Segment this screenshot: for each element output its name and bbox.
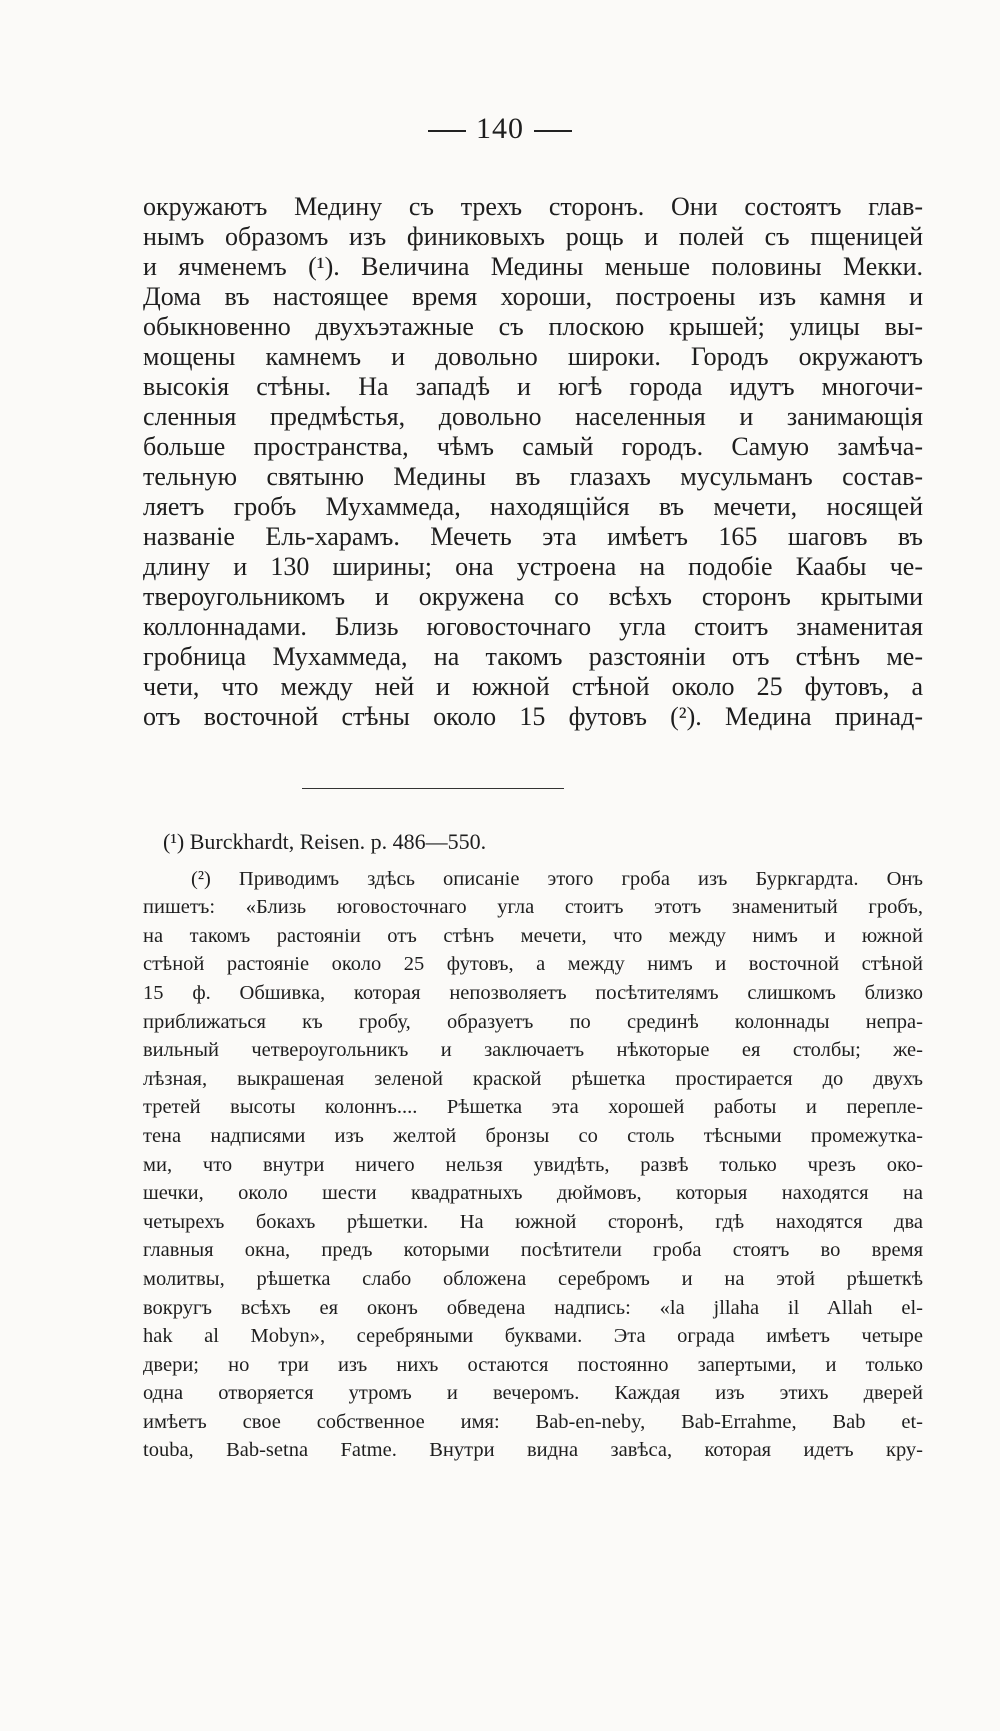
text-line: высокія стѣны. На западѣ и югѣ города идутъ многочи- — [143, 372, 923, 401]
footnote-line: стѣной растояніе около 25 футовъ, а между нимъ и восточной стѣной — [143, 953, 923, 976]
footnote-line: третей высоты колоннъ.... Рѣшетка эта хорошей работы и переплe- — [143, 1096, 923, 1119]
footnotes — [143, 828, 923, 1465]
footnote-line: молитвы, рѣшетка слабо обложена серебромъ и на этой рѣшеткѣ — [143, 1267, 923, 1290]
footnote-line: имѣетъ свое собственное имя: Bab-en-neby, Bab-Errahme, Bab et- — [143, 1410, 923, 1433]
footnote-line: тена надписями изъ желтой бронзы со столь тѣсными промежутка- — [143, 1124, 923, 1147]
footnote-line: вильный четвероугольникъ и заключаетъ нѣкоторые ея столбы; же- — [143, 1039, 923, 1062]
text-line: Дома въ настоящее время хороши, построены изъ камня и — [143, 282, 923, 311]
text-line: отъ восточной стѣны около 15 футовъ (²). Медина принад- — [143, 702, 923, 731]
text-line: твероугольникомъ и окружена со всѣхъ сторонъ крытыми — [143, 582, 923, 611]
text-line: нымъ образомъ изъ финиковыхъ рощь и полей съ пщеницей — [143, 222, 923, 251]
page-header — [0, 112, 1000, 146]
text-line: длину и 130 ширины; она устроена на подобіе Каабы че- — [143, 552, 923, 581]
footnote-line: вокругъ всѣхъ ея оконъ обведена надпись: «la jllaha il Allah el- — [143, 1296, 923, 1319]
footnote-line: hak al Mobyn», серебряными буквами. Эта ограда имѣетъ четыре — [143, 1325, 923, 1348]
text-line: коллоннадами. Близь юговосточнаго угла стоитъ знаменитая — [143, 612, 923, 641]
text-line: обыкновенно двухъэтажные съ плоскою крышей; улицы вы- — [143, 312, 923, 341]
text-line: тельную святыню Медины въ глазахъ мусульманъ состав- — [143, 462, 923, 491]
footnote-rule — [302, 788, 564, 789]
footnote-line: пишетъ: «Близь юговосточнаго угла стоитъ этотъ знаменитый гробъ, — [143, 896, 923, 919]
footnote-line: шечки, около шести квадратныхъ дюймовъ, которыя находятся на — [143, 1182, 923, 1205]
footnote-line: touba, Bab-setna Fatme. Внутри видна завѣса, которая идетъ кру- — [143, 1439, 923, 1462]
footnote-line: на такомъ растояніи отъ стѣнъ мечети, что между нимъ и южной — [143, 924, 923, 947]
text-line: ляетъ гробъ Мухаммеда, находящійся въ мечети, носящей — [143, 492, 923, 521]
text-line: больше пространства, чѣмъ самый городъ. Самую замѣча- — [143, 432, 923, 461]
footnote-line: 15 ф. Обшивка, которая непозволяетъ посѣтителямъ слишкомъ близко — [143, 981, 923, 1004]
main-text — [143, 192, 923, 732]
text-line: чети, что между ней и южной стѣной около 25 футовъ, а — [143, 672, 923, 701]
text-line: и ячменемъ (¹). Величина Медины меньше половины Мекки. — [143, 252, 923, 281]
text-line: сленныя предмѣстья, довольно населенныя и занимающія — [143, 402, 923, 431]
text-line: мощены камнемъ и довольно широки. Городъ окружаютъ — [143, 342, 923, 371]
footnote-line: четырехъ бокахъ рѣшетки. На южной сторонѣ, гдѣ находятся два — [143, 1210, 923, 1233]
text-line: названіе Ель-харамъ. Мечеть эта имѣетъ 165 шаговъ въ — [143, 522, 923, 551]
footnote-1: (¹) Burckhardt, Reisen. p. 486—550. — [163, 829, 487, 854]
footnote-line: двери; но три изъ нихъ остаются постоянно запертыми, и только — [143, 1353, 923, 1376]
header-dash-right — [534, 130, 572, 132]
text-line: окружаютъ Медину съ трехъ сторонъ. Они состоятъ глав- — [143, 192, 923, 221]
footnote-line: лѣзная, выкрашеная зеленой краской рѣшетка простирается до двухъ — [143, 1067, 923, 1090]
footnote-line: (²) Приводимъ здѣсь описаніе этого гроба изъ Буркгардта. Онъ — [191, 867, 923, 890]
footnote-line: приближаться къ гробу, образуетъ по срединѣ колоннады непра- — [143, 1010, 923, 1033]
footnote-2 — [143, 865, 923, 1465]
footnote-line: ми, что внутри ничего нельзя увидѣть, развѣ только чрезъ око- — [143, 1153, 923, 1176]
footnote-line: одна отворяется утромъ и вечеромъ. Каждая изъ этихъ дверей — [143, 1382, 923, 1405]
header-dash-left — [428, 130, 466, 132]
text-line: гробница Мухаммеда, на такомъ разстояніи отъ стѣнъ ме- — [143, 642, 923, 671]
page-number: 140 — [476, 112, 524, 145]
footnote-line: главныя окна, предъ которыми посѣтители гроба стоятъ во время — [143, 1239, 923, 1262]
